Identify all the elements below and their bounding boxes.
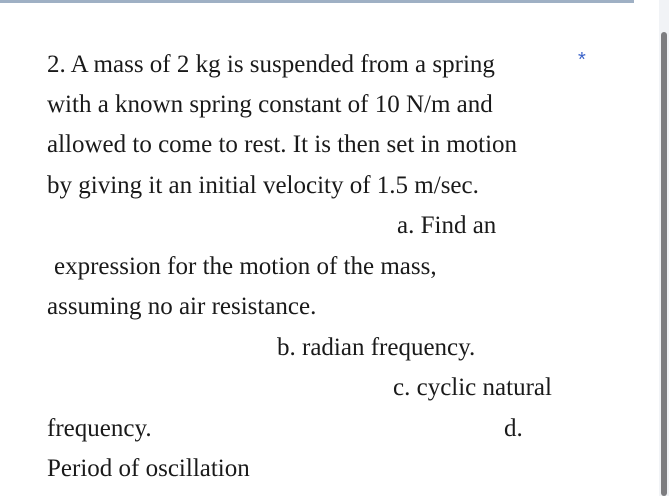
- question-line: assuming no air resistance.: [47, 293, 317, 320]
- question-line: frequency.: [47, 415, 152, 442]
- question-line: expression for the motion of the mass,: [54, 253, 437, 280]
- required-asterisk: *: [578, 49, 586, 71]
- question-line: with a known spring constant of 10 N/m and: [47, 91, 493, 118]
- question-line: Period of oscillation: [47, 455, 250, 482]
- question-line: 2. A mass of 2 kg is suspended from a spring: [47, 51, 495, 78]
- question-part-b: b. radian frequency.: [277, 334, 476, 361]
- question-line: by giving it an initial velocity of 1.5 m/sec.: [47, 172, 479, 199]
- question-part-c: c. cyclic natural: [393, 374, 552, 401]
- scrollbar-track[interactable]: [659, 0, 669, 496]
- question-line: allowed to come to rest. It is then set in motion: [47, 131, 518, 158]
- top-border: [0, 0, 634, 3]
- scrollbar-thumb[interactable]: [661, 32, 667, 496]
- question-part-d-label: d.: [504, 415, 523, 442]
- question-part-a-label: a. Find an: [397, 212, 497, 239]
